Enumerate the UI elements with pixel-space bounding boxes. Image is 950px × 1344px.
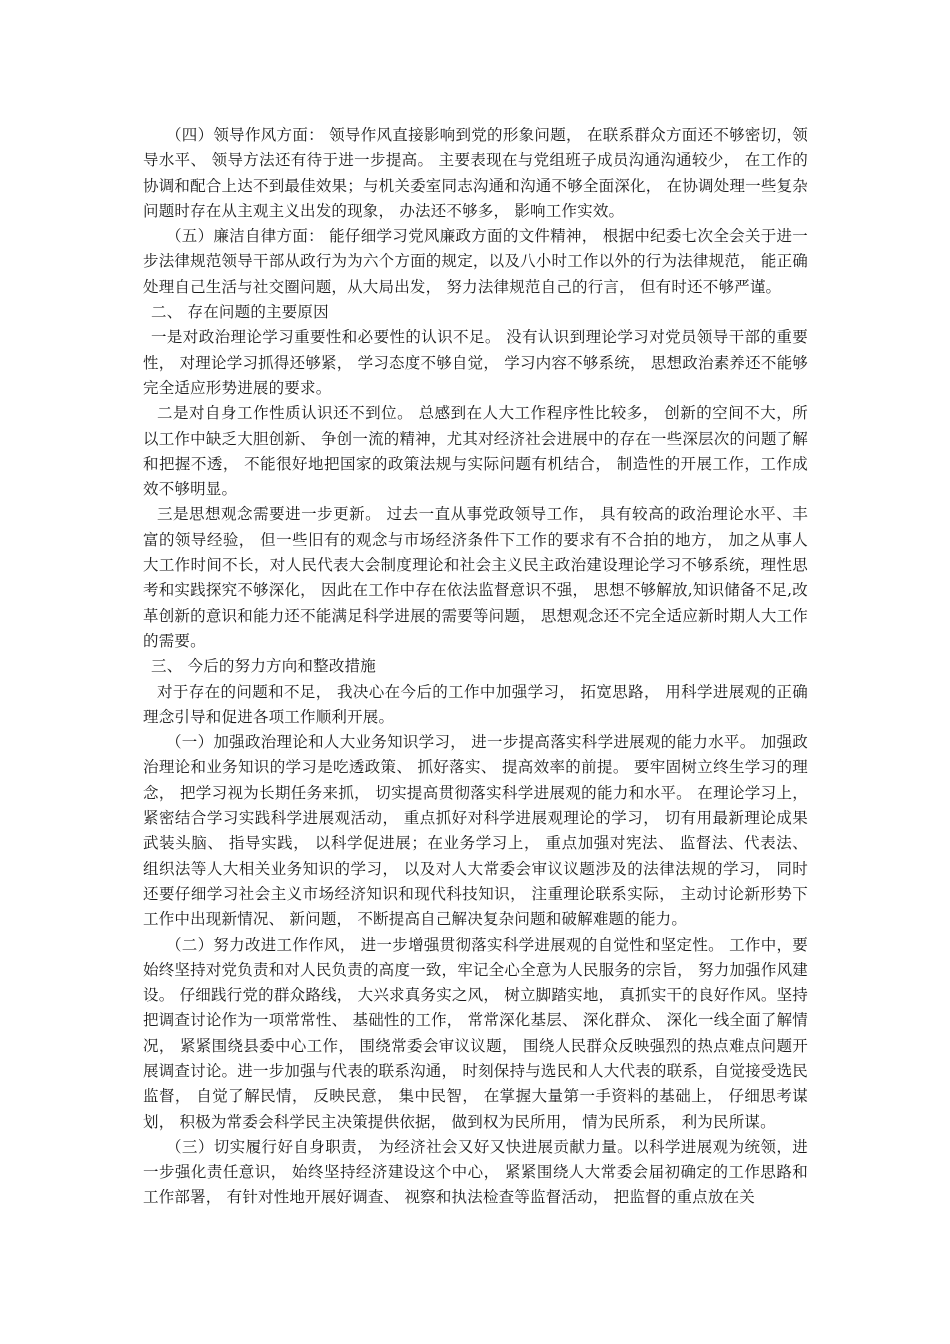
paragraph-cause-two: 二是对自身工作性质认识还不到位。 总感到在人大工作程序性比较多， 创新的空间不大，所以工作中缺乏大胆创新、 争创一流的精神，尤其对经济社会进展中的存在一些深层次的问题了解和把握不透， 不能很好地把国家的政策法规与实际问题有机结合， 制造性的开展工作，工作成效不够明显。 (143, 404, 808, 499)
paragraph-cause-three: 三是思想观念需要进一步更新。 过去一直从事党政领导工作， 具有较高的政治理论水平、丰富的领导经验， 但一些旧有的观念与市场经济条件下工作的要求有不合拍的地方， 加之从事人大工作时间不长，对人民代表大会制度理论和社会主义民主政治建设理论学习不够系统，理性思考和实践探究不够深化， 因此在工作中存在依法监督意识不强， 思想不够解放,知识储备不足,改革创新的意识和能力还不能满足科学进展的需要等问题， 思想观念还不完全适应新时期人大工作的需要。 (143, 505, 808, 650)
paragraph-measure-three: （三）切实履行好自身职责， 为经济社会又好又快进展贡献力量。以科学进展观为统领，进一步强化责任意识， 始终坚持经济建设这个中心， 紧紧围绕人大常委会届初确定的工作思路和工作部署， 有针对性地开展好调查、 视察和执法检查等监督活动， 把监督的重点放在关 (143, 1137, 808, 1207)
paragraph-leadership-style: （四）领导作风方面： 领导作风直接影响到党的形象问题， 在联系群众方面还不够密切，领导水平、 领导方法还有待于进一步提高。 主要表现在与党组班子成员沟通沟通较少， 在工作的协调和配合上达不到最佳效果；与机关委室同志沟通和沟通不够全面深化， 在协调处理一些复杂问题时存在从主观主义出发的现象， 办法还不够多， 影响工作实效。 (143, 126, 808, 220)
paragraph-integrity: （五）廉洁自律方面： 能仔细学习党风廉政方面的文件精神， 根据中纪委七次全会关于进一步法律规范领导干部从政行为为六个方面的规定，以及八小时工作以外的行为法律规范， 能正确处理自己生活与社交圈问题，从大局出发， 努力法律规范自己的行言， 但有时还不够严谨。 (143, 227, 808, 296)
paragraph-measures-intro: 对于存在的问题和不足， 我决心在今后的工作中加强学习， 拓宽思路， 用科学进展观的正确理念引导和促进各项工作顺利开展。 (143, 682, 808, 726)
paragraph-cause-one: 一是对政治理论学习重要性和必要性的认识不足。 没有认识到理论学习对党员领导干部的重要性， 对理论学习抓得还够紧， 学习态度不够自觉， 学习内容不够系统， 思想政治素养还不能够完全适应形势进展的要求。 (143, 328, 808, 397)
section-heading-causes: 二、 存在问题的主要原因 (151, 303, 329, 322)
section-heading-measures: 三、 今后的努力方向和整改措施 (151, 657, 376, 676)
paragraph-measure-two: （二）努力改进工作作风， 进一步增强贯彻落实科学进展观的自觉性和坚定性。 工作中，要始终坚持对党负责和对人民负责的高度一致，牢记全心全意为人民服务的宗旨， 努力加强作风建设。 仔细践行党的群众路线， 大兴求真务实之风， 树立脚踏实地， 真抓实干的良好作风。坚持把调查讨论作为一项常常性、 基础性的工作， 常常深化基层、 深化群众、 深化一线全面了解情况， 紧紧围绕县委中心工作， 围绕常委会审议议题， 围绕人民群众反映强烈的热点难点问题开展调查讨论。进一步加强与代表的联系沟通， 时刻保持与选民和人大代表的联系，自觉接受选民监督， 自觉了解民情， 反映民意， 集中民智， 在掌握大量第一手资料的基础上， 仔细思考谋划， 积极为常委会科学民主决策提供依据， 做到权为民所用， 情为民所系， 利为民所谋。 (143, 935, 808, 1131)
document-body (143, 123, 808, 1211)
paragraph-measure-one: （一）加强政治理论和人大业务知识学习， 进一步提高落实科学进展观的能力水平。 加强政治理论和业务知识的学习是吃透政策、 抓好落实、 提高效率的前提。 要牢固树立终生学习的理念， 把学习视为长期任务来抓， 切实提高贯彻落实科学进展观的能力和水平。 在理论学习上， 紧密结合学习实践科学进展观活动， 重点抓好对科学进展观理论的学习， 切有用最新理论成果武装头脑、 指导实践， 以科学促进展；在业务学习上， 重点加强对宪法、 监督法、代表法、 组织法等人大相关业务知识的学习， 以及对人大常委会审议议题涉及的法律法规的学习， 同时还要仔细学习社会主义市场经济知识和现代科技知识， 注重理论联系实际， 主动讨论新形势下工作中出现新情况、 新问题， 不断提高自己解决复杂问题和破解难题的能力。 (143, 733, 808, 929)
